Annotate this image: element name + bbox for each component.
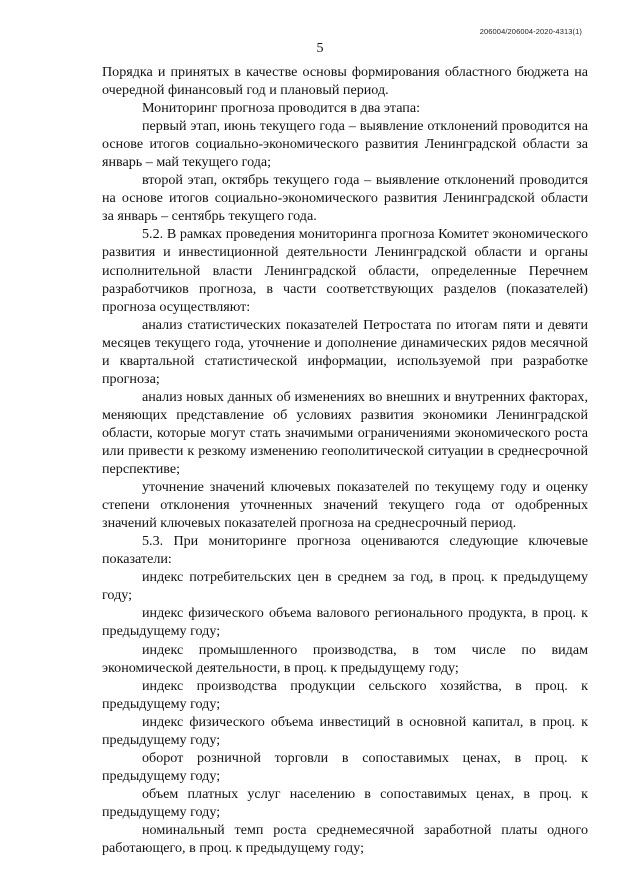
document-id: 206004/206004-2020-4313(1) bbox=[479, 27, 582, 36]
paragraph: индекс производства продукции сельского хозяйства, в проц. к предыдущему году; bbox=[102, 677, 588, 712]
paragraph: анализ статистических показателей Петростата по итогам пяти и девяти месяцев текущего года, уточнение и дополнение динамических рядов месячной и квартальной статистической информации, используемой при разработке прогноза; bbox=[102, 316, 588, 387]
paragraph: индекс физического объема валового регионального продукта, в проц. к предыдущему году; bbox=[102, 605, 588, 640]
document-body bbox=[102, 63, 588, 857]
paragraph: Порядка и принятых в качестве основы формирования областного бюджета на очередной финансовый год и плановый период. bbox=[102, 64, 588, 99]
paragraph: 5.3. При мониторинге прогноза оцениваются следующие ключевые показатели: bbox=[102, 533, 588, 568]
paragraph: уточнение значений ключевых показателей по текущему году и оценку степени отклонения уточненных значений текущего года от одобренных значений ключевых показателей прогноза на среднесрочный период. bbox=[102, 479, 588, 532]
paragraph: индекс физического объема инвестиций в основной капитал, в проц. к предыдущему году; bbox=[102, 713, 588, 748]
paragraph: второй этап, октябрь текущего года – выявление отклонений проводится на основе итогов социально-экономического развития Ленинградской области за январь – сентябрь текущего года. bbox=[102, 172, 588, 225]
paragraph: Мониторинг прогноза проводится в два этапа: bbox=[142, 100, 421, 117]
paragraph: первый этап, июнь текущего года – выявление отклонений проводится на основе итогов социально-экономического развития Ленинградской области за январь – май текущего года; bbox=[102, 118, 588, 171]
page-number: 5 bbox=[316, 41, 324, 56]
paragraph: номинальный темп роста среднемесячной заработной платы одного работающего, в проц. к предыдущему году; bbox=[102, 821, 588, 857]
paragraph: объем платных услуг населению в сопоставимых ценах, в проц. к предыдущему году; bbox=[102, 785, 588, 820]
paragraph: оборот розничной торговли в сопоставимых ценах, в проц. к предыдущему году; bbox=[102, 749, 588, 784]
paragraph: анализ новых данных об изменениях во внешних и внутренних факторах, меняющих представление об условиях развития экономики Ленинградской области, которые могут стать значимыми ограничениями экономического роста или привести к резкому изменению геополитической ситуации в среднесрочной перспективе; bbox=[102, 388, 588, 478]
paragraph: индекс промышленного производства, в том числе по видам экономической деятельности, в проц. к предыдущему году; bbox=[102, 641, 588, 676]
paragraph: 5.2. В рамках проведения мониторинга прогноза Комитет экономического развития и инвестиционной деятельности Ленинградской области и органы исполнительной власти Ленинградской области, определенные Перечнем разработчиков прогноза, в части соответствующих разделов (показателей) прогноза осуществляют: bbox=[102, 226, 588, 315]
paragraph: индекс потребительских цен в среднем за год, в проц. к предыдущему году; bbox=[102, 569, 588, 604]
